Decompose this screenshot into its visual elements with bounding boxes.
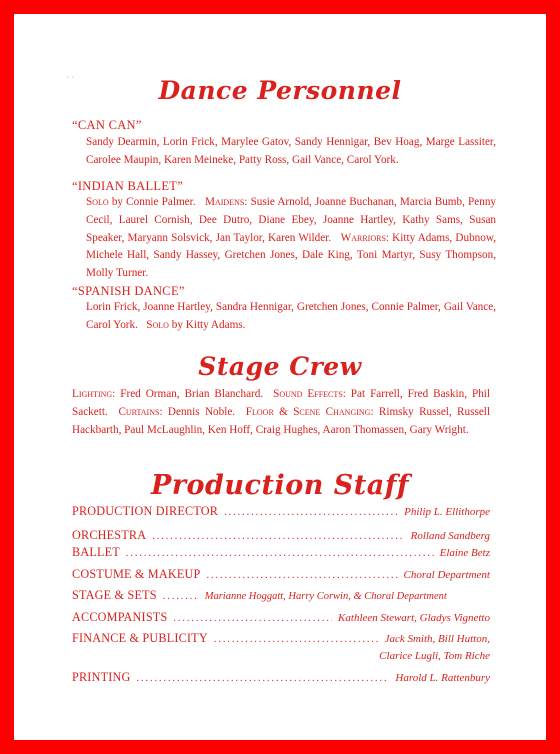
staff-role: ORCHESTRA — [72, 528, 147, 542]
leader-dots — [126, 548, 434, 559]
sound-effects-text: : Pat Farrell, Fred Baskin, Phil Sackett. — [72, 388, 491, 418]
staff-role: STAGE & SETS — [72, 588, 157, 602]
staff-name: Jack Smith, Bill Hutton, — [384, 633, 490, 645]
staff-row-finance-publicity — [72, 631, 490, 649]
stage-crew-title: Stage Crew — [198, 352, 362, 381]
staff-name: Philip L. Ellithorpe — [404, 506, 490, 518]
lighting-text: : Fred Orman, Brian Blanchard. — [112, 388, 264, 400]
spanish-solo-text: by Kitty Adams. — [168, 318, 246, 331]
indian-ballet-cast — [86, 194, 496, 283]
solo-text: by Connie Palmer. — [108, 196, 196, 208]
staff-name: Rolland Sandberg — [410, 530, 490, 542]
staff-row-costume-makeup — [72, 567, 490, 585]
maidens-text: : Susie Arnold, Joanne Buchanan, Marcia Bumb, Penny Cecil, Laurel Cornish, Dee Dutro, Diane Ebey, Joanne Hartley, Kathy Sams, Susan Speaker, Maryann Solsvick, Jan Taylor, Karen Wilder. — [86, 196, 497, 244]
staff-name: Kathleen Stewart, Gladys Vignetto — [338, 612, 490, 624]
staff-name: Marianne Hoggatt, Harry Corwin, & Choral Department — [204, 591, 447, 602]
staff-name: Choral Department — [403, 569, 490, 581]
floor-scene-text: : Rimsky Russel, Russell Hackbarth, Paul McLaughlin, Ken Hoff, Craig Hughes, Aaron Thomassen, Gary Wright. — [72, 405, 490, 436]
production-staff-title: Production Staff — [151, 470, 409, 501]
can-can-heading: “CAN CAN” — [72, 118, 142, 132]
spanish-dance-text: Lorin Frick, Joanne Hartley, Sandra Hennigar, Gretchen Jones, Connie Palmer, Gail Vance, Carol York. — [86, 301, 496, 331]
solo-label: Solo — [86, 196, 109, 208]
sound-effects-label: Sound Effects — [273, 388, 343, 400]
leader-dots — [206, 570, 397, 581]
spanish-dance-heading: “SPANISH DANCE” — [72, 284, 185, 298]
staff-role: PRINTING — [72, 670, 131, 684]
staff-row-accompanists — [72, 610, 490, 628]
staff-role: ACCOMPANISTS — [72, 610, 168, 624]
curtains-text: : Dennis Noble. — [159, 405, 236, 418]
staff-name: Harold L. Rattenbury — [395, 672, 490, 684]
finance-publicity-continuation: Clarice Lugli, Tom Riche — [379, 650, 490, 662]
spanish-solo-label: Solo — [146, 318, 169, 331]
warriors-label: Warriors — [340, 231, 386, 244]
staff-role: FINANCE & PUBLICITY — [72, 631, 208, 645]
spanish-dance-cast — [86, 299, 496, 335]
leader-dots — [136, 673, 389, 684]
curtains-label: Curtains — [118, 405, 160, 418]
staff-row-printing — [72, 670, 490, 688]
leader-dots — [224, 507, 398, 518]
staff-row-stage-sets — [72, 588, 490, 606]
can-can-cast: Sandy Dearmin, Lorin Frick, Marylee Gatov, Sandy Hennigar, Bev Hoag, Marge Lassiter, Carolee Maupin, Karen Meineke, Patty Ross, Gail Vance, Carol York. — [86, 136, 496, 166]
leader-dots — [173, 613, 332, 624]
staff-row-orchestra — [72, 528, 490, 546]
lighting-label: Lighting — [72, 388, 113, 400]
staff-role: COSTUME & MAKEUP — [72, 567, 201, 581]
leader-dots — [152, 531, 404, 542]
staff-role: BALLET — [72, 545, 120, 559]
staff-row-production-director — [72, 504, 490, 522]
maidens-label: Maidens — [205, 196, 245, 208]
warriors-text: : Kitty Adams, Dubnow, Michele Hall, Sandy Hassey, Gretchen Jones, Dale King, Toni Martyr, Susy Thompson, Molly Turner. — [86, 231, 496, 280]
indian-ballet-heading: “INDIAN BALLET” — [72, 179, 184, 193]
program-page — [14, 14, 546, 740]
stage-crew-list — [72, 386, 490, 439]
dance-personnel-title: Dance Personnel — [158, 76, 402, 105]
leader-dots — [214, 634, 379, 645]
floor-scene-label: Floor & Scene Changing — [245, 405, 371, 418]
paper-speck: · · — [66, 72, 75, 82]
leader-dots — [163, 591, 199, 602]
staff-name: Elaine Betz — [439, 547, 490, 559]
staff-role: PRODUCTION DIRECTOR — [72, 504, 219, 518]
staff-row-ballet — [72, 545, 490, 563]
